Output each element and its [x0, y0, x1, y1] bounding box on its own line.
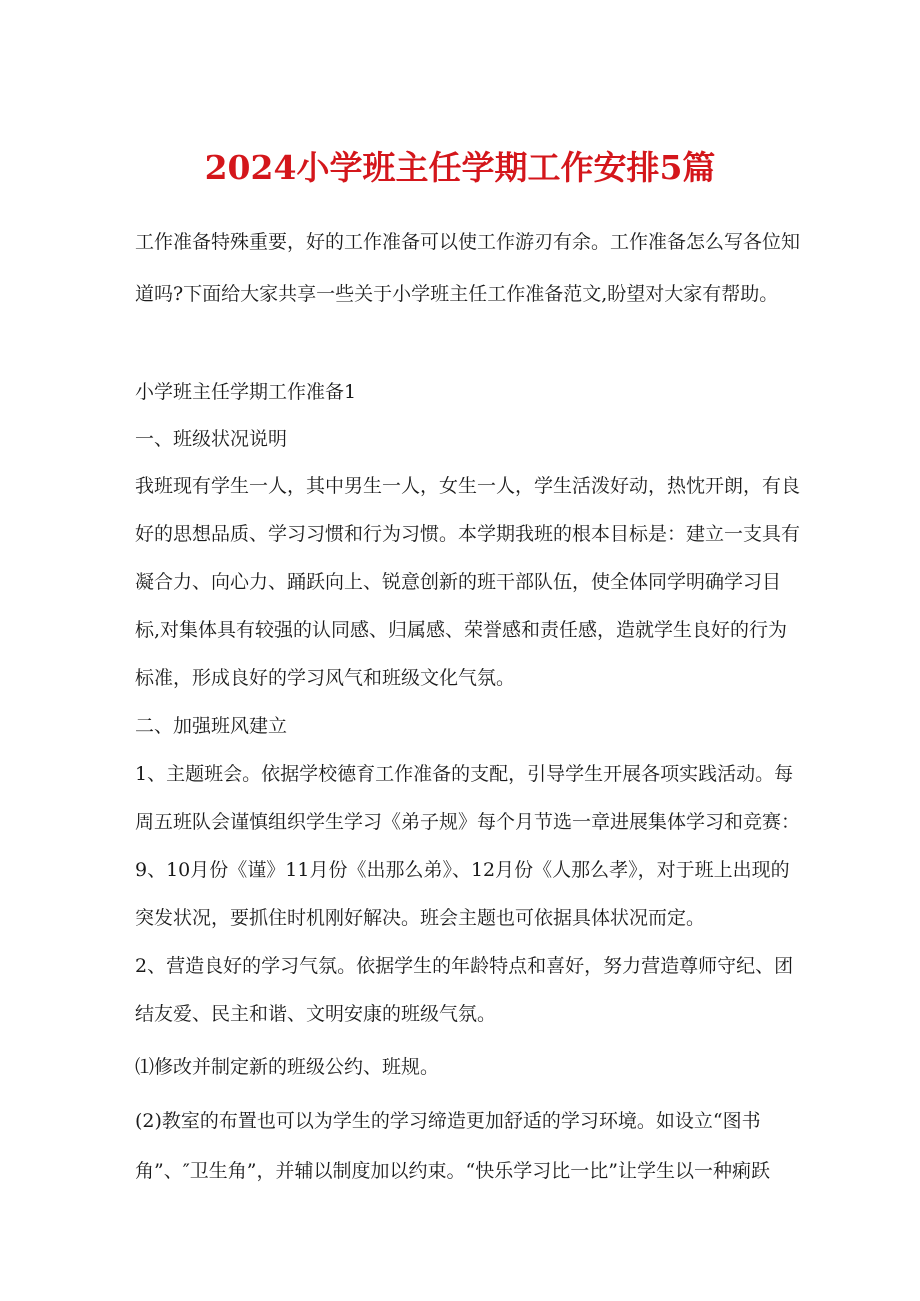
- intro-line-2: 道吗?下面给大家共享一些关于小学班主任工作准备范文,盼望对大家有帮助。: [135, 283, 779, 305]
- item-1-line-2: 周五班队会谨慎组织学生学习《弟子规》每个月节选一章进展集体学习和竞赛：: [135, 811, 801, 833]
- heading-class-style: 二、加强班风建立: [135, 715, 288, 737]
- section-heading: 小学班主任学期工作准备1: [135, 381, 357, 403]
- item-1-line-1: 1、主题班会。依据学校德育工作准备的支配，引导学生开展各项实践活动。每: [135, 763, 794, 785]
- item-2-line-1: 2、营造良好的学习气氛。依据学生的年龄特点和喜好，努力营造尊师守纪、团: [135, 955, 794, 977]
- heading-class-situation: 一、班级状况说明: [135, 428, 288, 450]
- sub-item-2-line-2: 角”、″卫生角”，并辅以制度加以约束。“快乐学习比一比”让学生以一种痢跃: [135, 1160, 770, 1182]
- page-title: 2024小学班主任学期工作安排5篇: [204, 148, 716, 187]
- sub-item-1: ⑴修改并制定新的班级公约、班规。: [135, 1056, 440, 1078]
- para-1-line-2: 好的思想品质、学习习惯和行为习惯。本学期我班的根本目标是：建立一支具有: [135, 523, 801, 545]
- para-1-line-3: 凝合力、向心力、踊跃向上、锐意创新的班干部队伍，使全体同学明确学习目: [135, 571, 782, 593]
- item-2-line-2: 结友爱、民主和谐、文明安康的班级气氛。: [135, 1003, 497, 1025]
- para-1-line-1: 我班现有学生一人，其中男生一人，女生一人，学生活泼好动，热忱开朗，有良: [135, 475, 801, 497]
- intro-line-1: 工作准备特殊重要，好的工作准备可以使工作游刃有余。工作准备怎么写各位知: [135, 231, 801, 253]
- sub-item-2-line-1: (2)教室的布置也可以为学生的学习缔造更加舒适的学习环境。如设立“图书: [135, 1110, 761, 1132]
- para-1-line-4: 标,对集体具有较强的认同感、归属感、荣誉感和责任感，造就学生良好的行为: [135, 619, 788, 641]
- para-1-line-5: 标准，形成良好的学习风气和班级文化气氛。: [135, 667, 516, 689]
- item-1-line-3: 9、10月份《谨》11月份《出那么弟》、12月份《人那么孝》，对于班上出现的: [135, 859, 790, 881]
- item-1-line-4: 突发状况，要抓住时机刚好解决。班会主题也可依据具体状况而定。: [135, 907, 706, 929]
